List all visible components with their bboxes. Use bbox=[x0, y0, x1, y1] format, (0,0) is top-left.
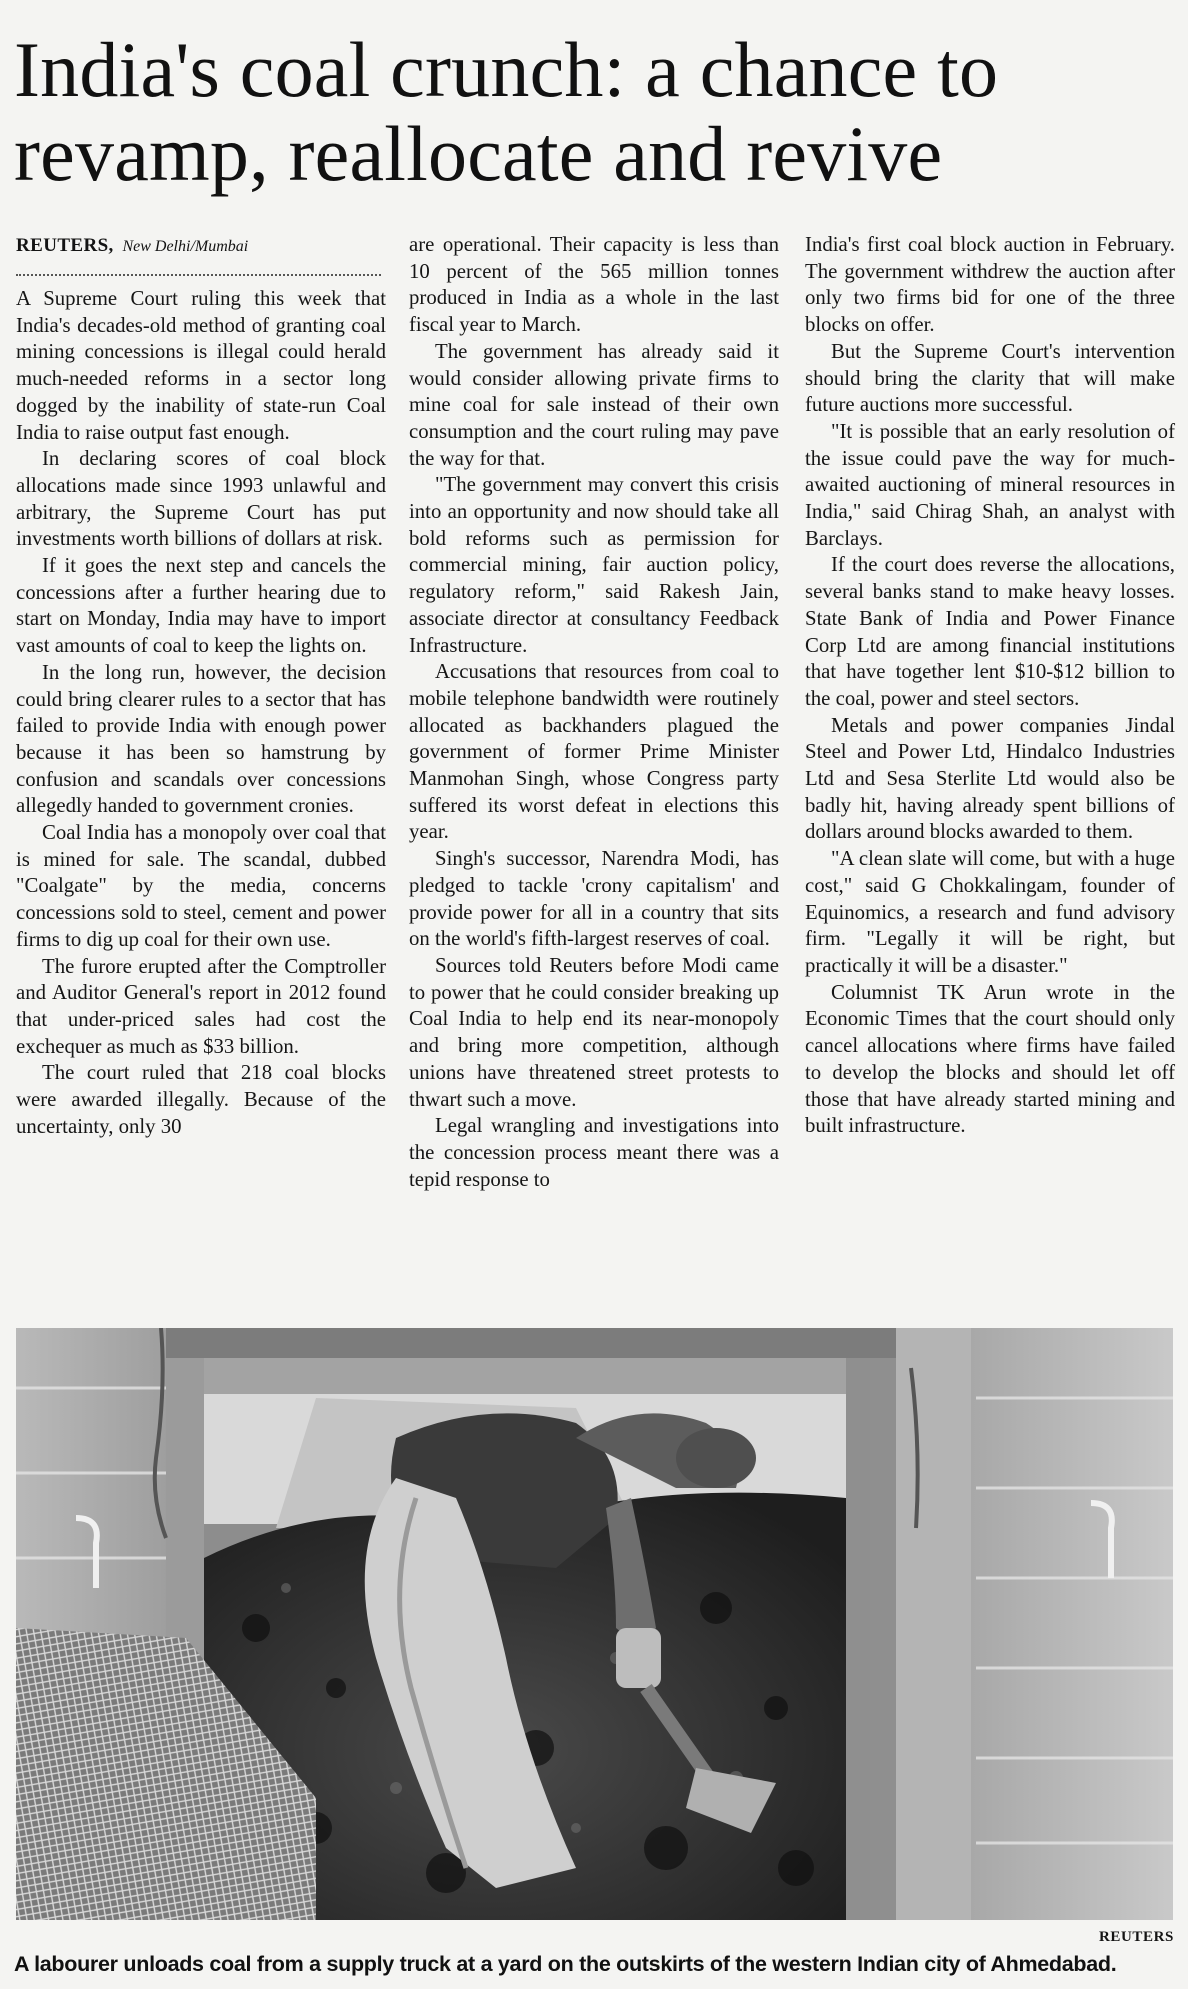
paragraph: In the long run, however, the decision could bring clearer rules to a sector that has failed to provide India with enough power because it has been so hamstrung by confusion and scandals over concessions allegedly handed to government cronies. bbox=[16, 660, 386, 818]
paragraph: In declaring scores of coal block allocations made since 1993 unlawful and arbitrary, the Supreme Court has put investments worth billions of dollars at risk. bbox=[16, 447, 386, 551]
photo-credit: REUTERS bbox=[1098, 1929, 1174, 1945]
headline-line-1: India's coal crunch: a chance to bbox=[14, 26, 999, 113]
byline-place: New Delhi/Mumbai bbox=[122, 238, 249, 255]
paragraph: Metals and power companies Jindal Steel and Power Ltd, Hindalco Industries Ltd and Sesa Sterlite Ltd would also be badly hit, having already spent billions of dollars around blocks awarded to them. bbox=[805, 713, 1175, 844]
paragraph: A Supreme Court ruling this week that India's decades-old method of granting coal mining concessions is illegal could herald much-needed reforms in a sector long dogged by the inability of state-run Coal India to raise output fast enough. bbox=[16, 287, 386, 444]
paragraph: But the Supreme Court's intervention should bring the clarity that will make future auctions more successful. bbox=[805, 339, 1175, 417]
paragraph: The furore erupted after the Comptroller and Auditor General's report in 2012 found that under-priced sales had cost the exchequer as much as $33 billion. bbox=[16, 954, 386, 1058]
news-photo bbox=[16, 1328, 1173, 1920]
paragraph: The government has already said it would consider allowing private firms to mine coal for sale instead of their own consumption and the court ruling may pave the way for that. bbox=[409, 339, 779, 470]
paragraph: India's first coal block auction in February. The government withdrew the auction after only two firms bid for one of the three blocks on offer. bbox=[805, 233, 1175, 337]
article-column-3 bbox=[805, 232, 1175, 1140]
article-column-2 bbox=[409, 232, 779, 1193]
byline-divider bbox=[16, 274, 381, 276]
paragraph: Coal India has a monopoly over coal that is mined for sale. The scandal, dubbed "Coalgate" by the media, concerns concessions sold to steel, cement and power firms to dig up coal for their own use. bbox=[16, 821, 386, 951]
paragraph: are operational. Their capacity is less than 10 percent of the 565 million tonnes produced in India as a whole in the last fiscal year to March. bbox=[409, 233, 779, 337]
paragraph: "A clean slate will come, but with a huge cost," said G Chokkalingam, founder of Equinomics, a research and fund advisory firm. "Legally it will be right, but practically it will be a disaster." bbox=[805, 847, 1175, 977]
paragraph: The court ruled that 218 coal blocks were awarded illegally. Because of the uncertainty, only 30 bbox=[16, 1061, 386, 1138]
paragraph: Accusations that resources from coal to mobile telephone bandwidth were routinely allocated as backhanders plagued the government of former Prime Minister Manmohan Singh, whose Congress party suffered its worst defeat in elections this year. bbox=[409, 660, 779, 844]
paragraph: "The government may convert this crisis into an opportunity and now should take all bold reforms such as permission for commercial mining, fair auction policy, regulatory reform," said Rakesh Jain, associate director at consultancy Feedback Infrastructure. bbox=[409, 473, 779, 657]
paragraph: Singh's successor, Narendra Modi, has pledged to tackle 'crony capitalism' and provide power for all in a country that sits on the world's fifth-largest reserves of coal. bbox=[409, 847, 779, 951]
photo-caption: A labourer unloads coal from a supply truck at a yard on the outskirts of the western Indian city of Ahmedabad. bbox=[14, 1952, 1117, 1976]
coal-labourer-illustration bbox=[16, 1328, 1173, 1920]
paragraph: Sources told Reuters before Modi came to power that he could consider breaking up Coal India to help end its near-monopoly and bring more competition, although unions have threatened street protests to thwart such a move. bbox=[409, 953, 779, 1111]
article-column-1 bbox=[16, 286, 386, 1141]
byline-agency: REUTERS, bbox=[16, 235, 114, 256]
paragraph: Columnist TK Arun wrote in the Economic Times that the court should only cancel allocations where firms have failed to develop the blocks and should let off those that have already started mining and built infrastructure. bbox=[805, 980, 1175, 1138]
paragraph: "It is possible that an early resolution of the issue could pave the way for much-awaited auctioning of mineral resources in India," said Chirag Shah, an analyst with Barclays. bbox=[805, 419, 1175, 550]
paragraph: If it goes the next step and cancels the concessions after a further hearing due to start on Monday, India may have to import vast amounts of coal to keep the lights on. bbox=[16, 554, 386, 658]
headline-line-2: revamp, reallocate and revive bbox=[14, 110, 943, 197]
paragraph: If the court does reverse the allocations, several banks stand to make heavy losses. State Bank of India and Power Finance Corp Ltd are among financial institutions that have together lent $10-$12 billion to the coal, power and steel sectors. bbox=[805, 553, 1175, 710]
paragraph: Legal wrangling and investigations into the concession process meant there was a tepid response to bbox=[409, 1114, 779, 1191]
headline bbox=[14, 28, 1174, 196]
byline bbox=[16, 234, 381, 259]
